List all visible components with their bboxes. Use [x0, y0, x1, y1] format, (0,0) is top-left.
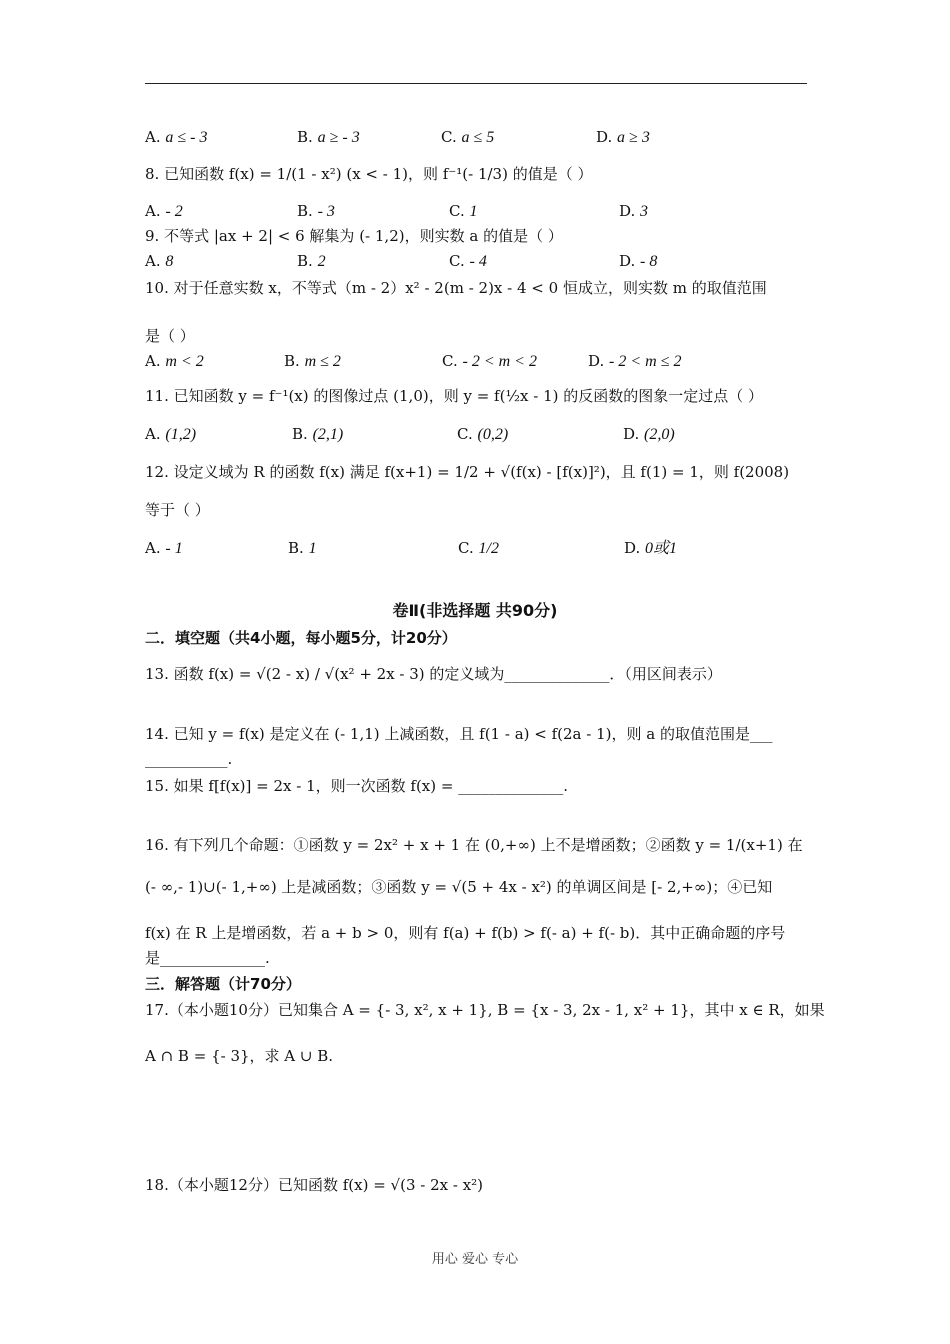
q11-stem: 11. 已知函数 y = f⁻¹(x) 的图像过点 (1,0)，则 y = f(½x - 1) 的反函数的图象一定过点（ ） — [145, 387, 763, 405]
q12-option-b: B. 1 — [288, 539, 317, 557]
part2-title: 卷Ⅱ(非选择题 共90分) — [392, 601, 558, 620]
q16-line1: 16. 有下列几个命题：①函数 y = 2x² + x + 1 在 (0,+∞) 上不是增函数；②函数 y = 1/(x+1) 在 — [145, 836, 803, 854]
q17-line2: A ∩ B = {- 3}，求 A ∪ B. — [145, 1047, 334, 1065]
q11-option-b: B. (2,1) — [292, 425, 344, 443]
q10-option-d: D. - 2 < m ≤ 2 — [588, 352, 682, 370]
q8-option-c: C. 1 — [449, 202, 478, 220]
q9-option-d: D. - 8 — [619, 252, 658, 270]
q10-stem-cont: 是（ ） — [145, 327, 195, 345]
q11-option-a: A. (1,2) — [145, 425, 197, 443]
q12-option-c: C. 1/2 — [458, 539, 499, 557]
q18: 18.（本小题12分）已知函数 f(x) = √(3 - 2x - x²) — [145, 1176, 484, 1194]
q10-stem: 10. 对于任意实数 x，不等式（m - 2）x² - 2(m - 2)x - 4 < 0 恒成立，则实数 m 的取值范围 — [145, 279, 767, 297]
q8-option-a: A. - 2 — [145, 202, 183, 220]
page-footer: 用心 爱心 专心 — [431, 1252, 519, 1267]
q8-option-d: D. 3 — [619, 202, 649, 220]
q9-stem: 9. 不等式 |ax + 2| < 6 解集为 (- 1,2)，则实数 a 的值是（ ） — [145, 227, 563, 245]
q12-stem: 12. 设定义域为 R 的函数 f(x) 满足 f(x+1) = 1/2 + √(f(x) - [f(x)]²)，且 f(1) = 1，则 f(2008) — [145, 463, 790, 481]
q7-option-c: C. a ≤ 5 — [441, 128, 495, 146]
section3-heading: 三．解答题（计70分） — [145, 975, 301, 993]
q8-option-b: B. - 3 — [297, 202, 335, 220]
q12-stem-cont: 等于（ ） — [145, 501, 210, 519]
q12-option-d: D. 0或1 — [624, 539, 678, 557]
q15: 15. 如果 f[f(x)] = 2x - 1，则一次函数 f(x) = ______________. — [145, 777, 568, 795]
q11-option-d: D. (2,0) — [623, 425, 675, 443]
q16-line2: (- ∞,- 1)∪(- 1,+∞) 上是减函数；③函数 y = √(5 + 4x - x²) 的单调区间是 [- 2,+∞)；④已知 — [145, 878, 773, 896]
q10-option-c: C. - 2 < m < 2 — [442, 352, 537, 370]
q11-option-c: C. (0,2) — [457, 425, 509, 443]
q13: 13. 函数 f(x) = √(2 - x) / √(x² + 2x - 3) 的定义域为______________．（用区间表示） — [145, 665, 722, 683]
q10-option-b: B. m ≤ 2 — [284, 352, 341, 370]
q7-option-d: D. a ≥ 3 — [596, 128, 650, 146]
q7-option-b: B. a ≥ - 3 — [297, 128, 360, 146]
q9-option-c: C. - 4 — [449, 252, 487, 270]
q14: 14. 已知 y = f(x) 是定义在 (- 1,1) 上减函数，且 f(1 - a) < f(2a - 1)，则 a 的取值范围是___ — [145, 725, 773, 743]
q17-line1: 17.（本小题10分）已知集合 A = {- 3, x², x + 1}, B = {x - 3, 2x - 1, x² + 1}，其中 x ∈ R，如果 — [145, 1001, 825, 1019]
q9-option-b: B. 2 — [297, 252, 326, 270]
q10-option-a: A. m < 2 — [145, 352, 204, 370]
q16-line4: 是______________. — [145, 949, 270, 967]
q16-line3: f(x) 在 R 上是增函数，若 a + b > 0，则有 f(a) + f(b) > f(- a) + f(- b)．其中正确命题的序号 — [145, 924, 786, 942]
q7-option-a: A. a ≤ - 3 — [145, 128, 208, 146]
q8-stem: 8. 已知函数 f(x) = 1/(1 - x²) (x < - 1)，则 f⁻¹(- 1/3) 的值是（ ） — [145, 165, 593, 183]
q14-cont: ___________. — [145, 750, 233, 768]
header-rule — [145, 83, 807, 84]
section2-heading: 二．填空题（共4小题，每小题5分，计20分） — [145, 629, 457, 647]
q9-option-a: A. 8 — [145, 252, 174, 270]
q12-option-a: A. - 1 — [145, 539, 183, 557]
